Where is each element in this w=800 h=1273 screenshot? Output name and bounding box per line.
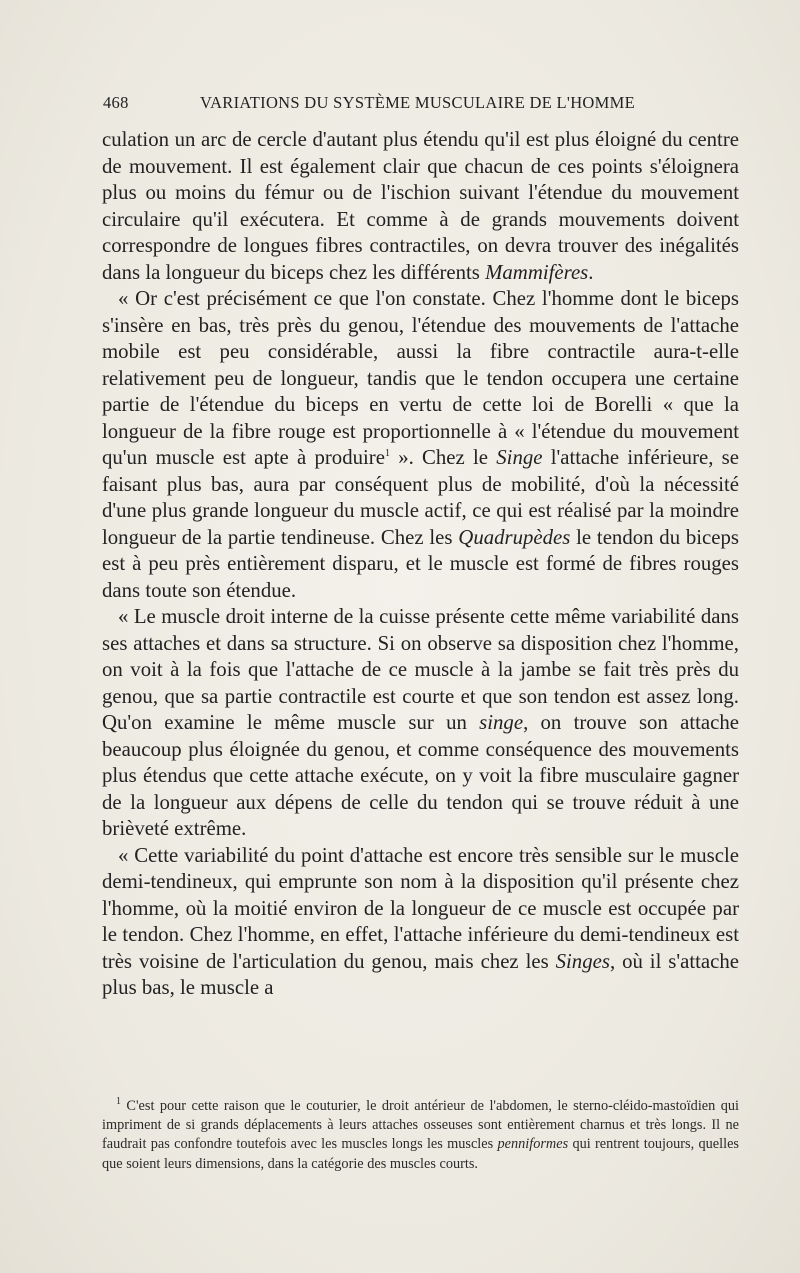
italic-term: Singes — [555, 949, 610, 973]
paragraph-demi-tendineux — [102, 843, 739, 1002]
running-title: VARIATIONS DU SYSTÈME MUSCULAIRE DE L'HOMME — [200, 93, 635, 112]
paragraph-droit-interne — [102, 604, 739, 843]
italic-term: Singe — [496, 446, 543, 469]
paragraph-text: « Cette variabilité du point d'attache est encore très sensible sur le muscle demi-tendineux, qui emprunte son nom à la disposition qu'il présente chez l'homme, où la moitié environ de la longueur de ce muscle est occupée par le tendon. Chez l'homme, en effet, l'attache inférieure du demi-tendineux est très voisine de l'articulation du genou, mais chez les — [102, 843, 739, 973]
footnote-1 — [102, 1097, 739, 1174]
paragraph-text: , on trouve son attache beaucoup plus éloignée du genou, et comme conséquence des mouvements plus étendus que cette attache exécute, on y voit la fibre musculaire gagner de la longueur aux dépens de celle du tendon qui se trouve réduit à une brièveté extrême. — [102, 711, 739, 840]
paragraph-continuation — [102, 127, 739, 286]
paragraph-text: le tendon du biceps est à peu près entièrement disparu, et le muscle est formé de fibres rouges dans toute son étendue. — [102, 525, 739, 602]
footnote-reference: 1 — [384, 448, 390, 460]
paragraph-text: . — [588, 260, 594, 284]
italic-term: Mammifères — [485, 260, 589, 284]
body-text — [102, 127, 739, 1002]
footnote-text: qui rentrent toujours, quelles que soient leurs dimensions, dans la catégorie des muscles courts. — [102, 1136, 739, 1172]
paragraph-text: , où il s'attache plus bas, le muscle a — [102, 949, 739, 999]
footnotes — [102, 1097, 739, 1174]
footnote-marker: 1 — [116, 1096, 121, 1108]
paragraph-text: l'attache inférieure, se faisant plus bas, aura par conséquent plus de mobilité, d'où la nécessité d'une plus grande longueur du muscle actif, ce qui est réalisé par la moindre longueur de la partie tendineuse. Chez les — [102, 446, 739, 549]
paragraph-text: « Le muscle droit interne de la cuisse présente cette même variabilité dans ses attaches et dans sa structure. Si on observe sa disposition chez l'homme, on voit à la fois que l'attache de ce muscle à la jambe se fait très près du genou, que sa partie contractile est courte et que son tendon est assez long. Qu'on examine le même muscle sur un — [102, 605, 739, 734]
paragraph-text: ». Chez le — [389, 446, 497, 469]
italic-term: Quadrupèdes — [458, 525, 571, 549]
italic-term: singe — [479, 711, 524, 734]
paragraph-biceps — [102, 286, 739, 604]
page-number: 468 — [103, 93, 129, 112]
paragraph-text: culation un arc de cercle d'autant plus étendu qu'il est plus éloigné du centre de mouvement. Il est également clair que chacun de ces points s'éloignera plus ou moins du fémur ou de l'ischion suivant l'étendue du mouvement circulaire qu'il exécutera. Et comme à de grands mouvements doivent correspondre de longues fibres contractiles, on devra trouver des inégalités dans la longueur du biceps chez les différents — [102, 128, 739, 284]
footnote-text: C'est pour cette raison que le couturier, le droit antérieur de l'abdomen, le sterno-cléido-mastoïdien qui impriment de si grands déplacements à leurs attaches osseuses sont entièrement charnus et très longs. Il ne faudrait pas confondre toutefois avec les muscles longs les muscles — [102, 1098, 739, 1153]
italic-term: penniformes — [497, 1136, 569, 1153]
paragraph-text: « Or c'est précisément ce que l'on constate. Chez l'homme dont le biceps s'insère en bas, très près du genou, l'étendue des mouvements de l'attache mobile est peu considérable, aussi la fibre contractile aura-t-elle relativement peu de longueur, tandis que le tendon occupera une certaine partie de l'étendue du biceps en vertu de cette loi de Borelli « que la longueur de la fibre rouge est proportionnelle à « l'étendue du mouvement qu'un muscle est apte à produire — [102, 287, 739, 469]
